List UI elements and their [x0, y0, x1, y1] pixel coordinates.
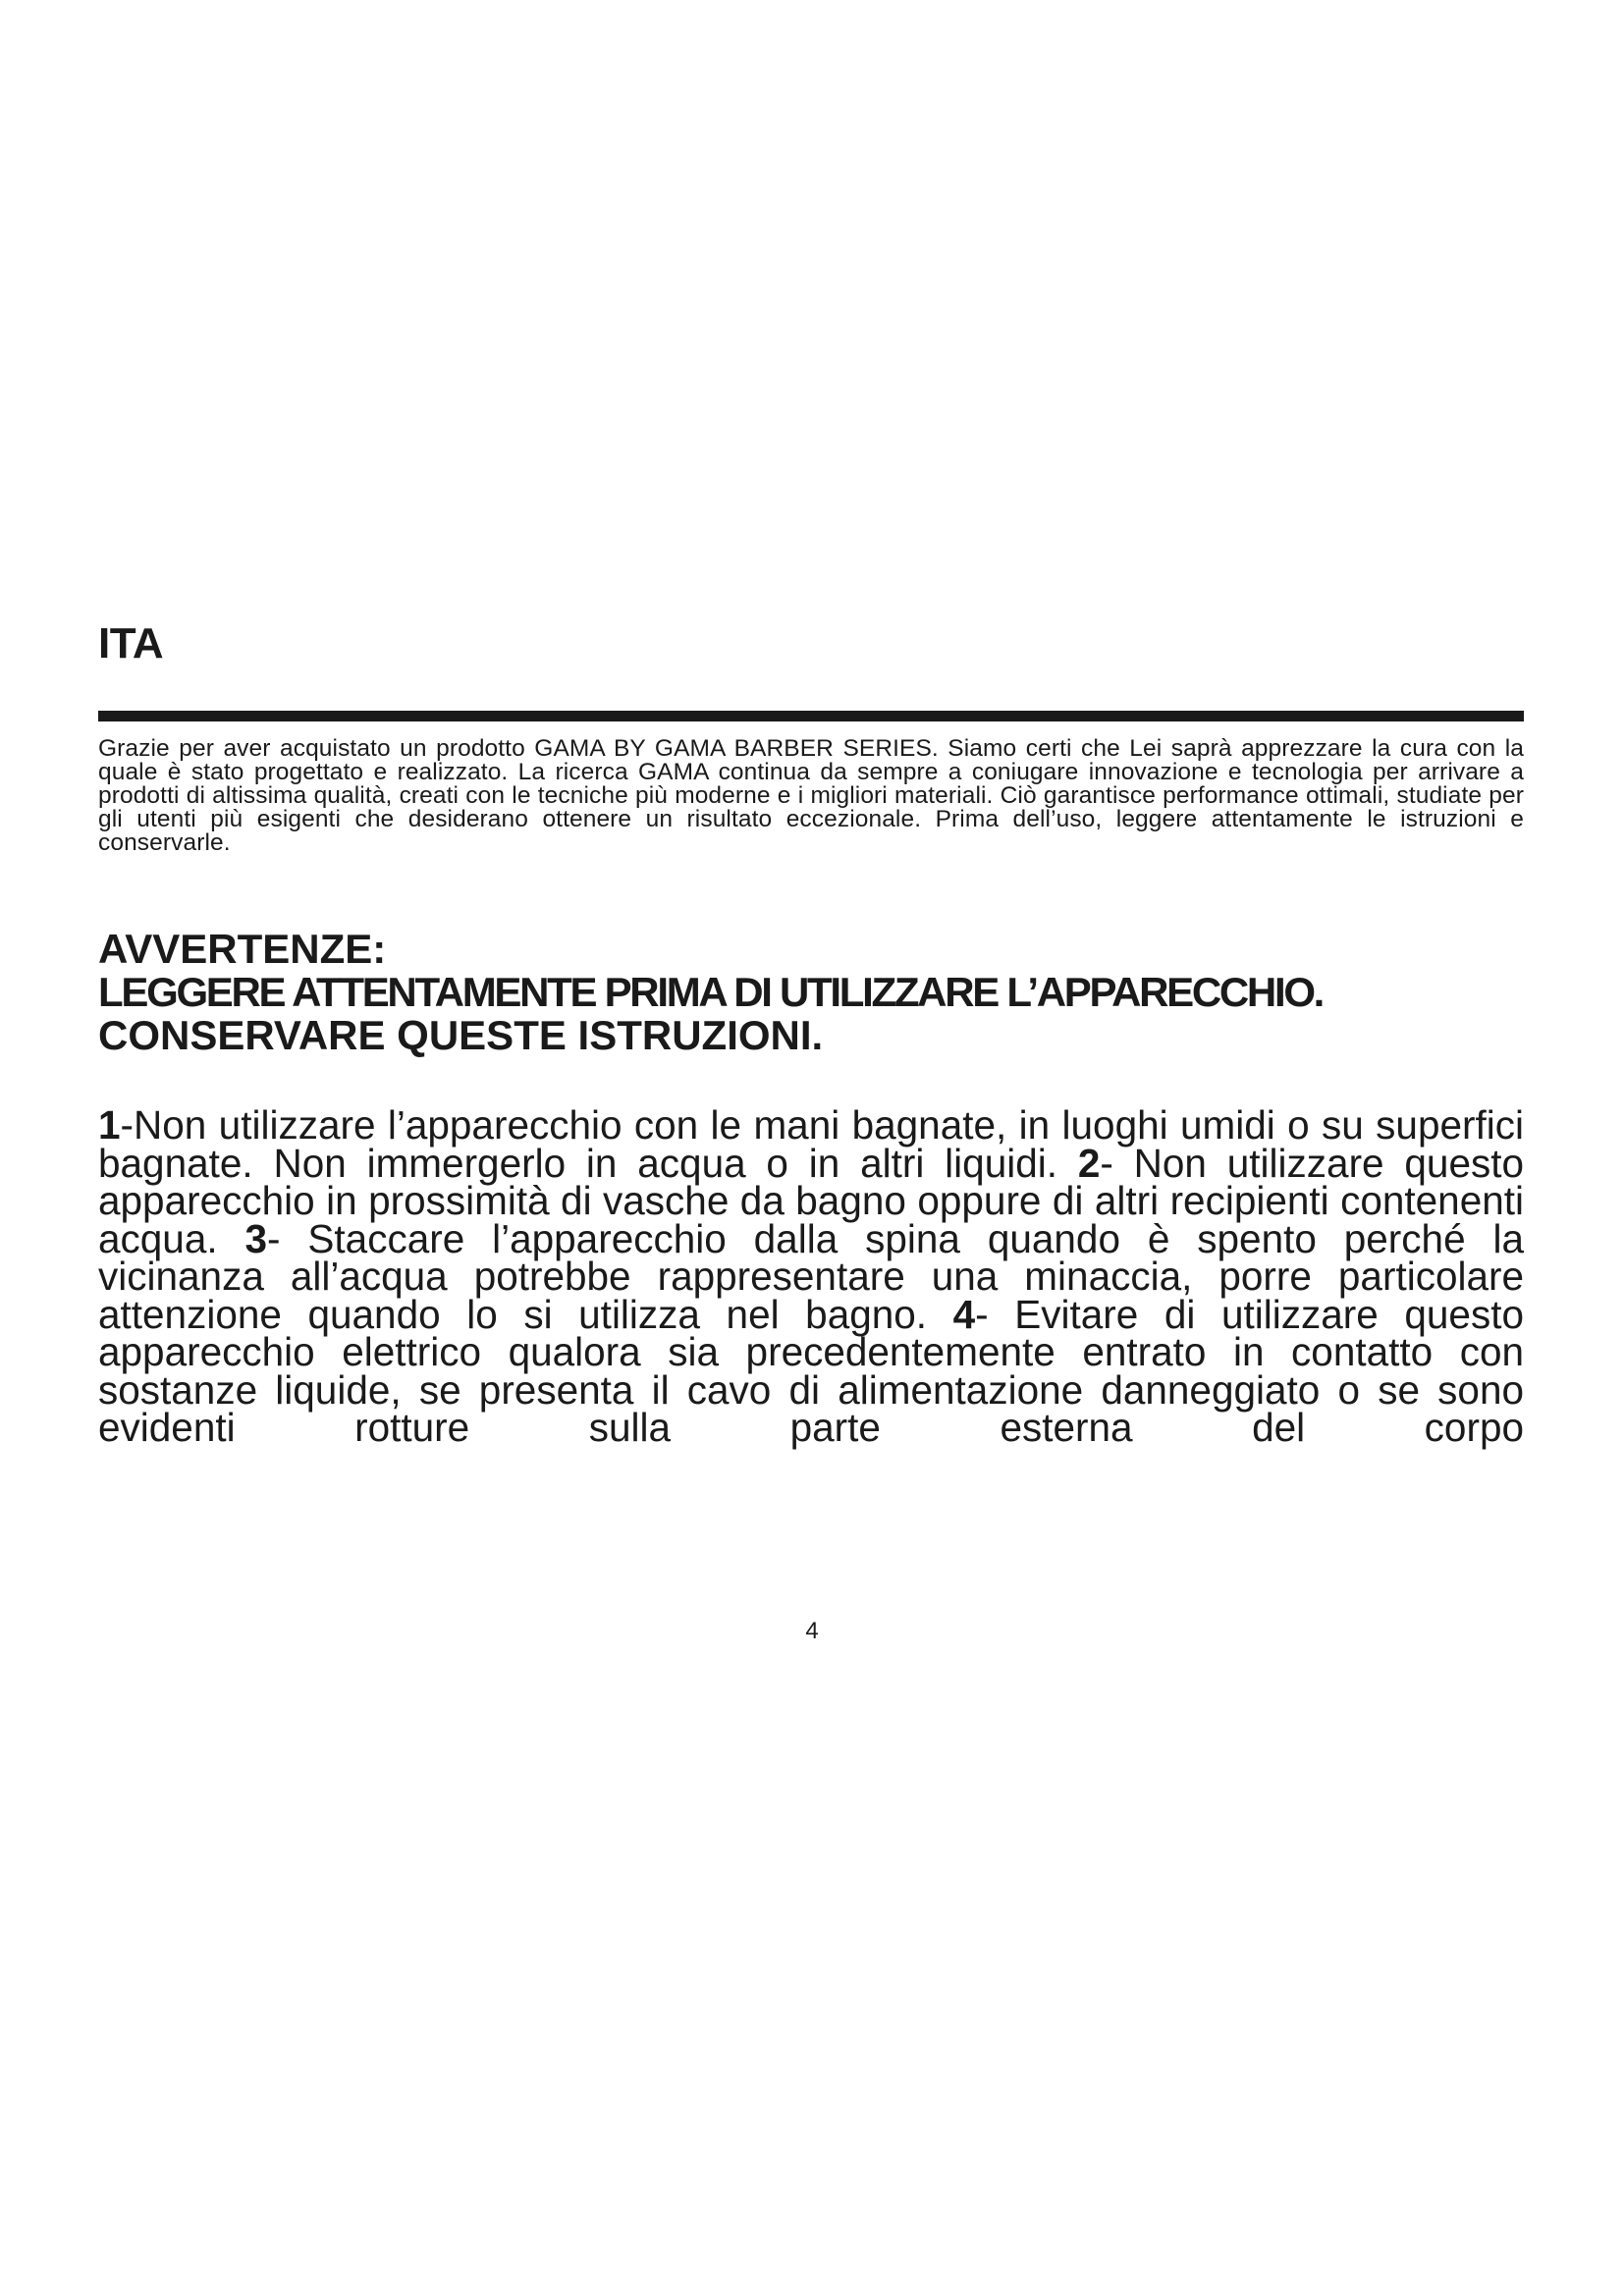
language-heading: ITA: [98, 619, 164, 667]
instruction-number: 1: [98, 1102, 121, 1148]
instruction-number: 3: [244, 1215, 268, 1261]
document-page: [98, 618, 1524, 1486]
instructions-paragraph: [98, 1102, 1524, 1450]
warnings-read-carefully: LEGGERE ATTENTAMENTE PRIMA DI UTILIZZARE L’APPARECCHIO.: [98, 969, 1324, 1015]
instruction-text: -Non utilizzare l’apparecchio con le mani bagnate, in luoghi umidi o su superfici bagnate. Non immergerlo in acqua o in altri liquidi.: [98, 1102, 1524, 1186]
instruction-number: 4: [952, 1291, 976, 1337]
warnings-block: [98, 928, 1524, 1057]
warnings-keep-instructions: CONSERVARE QUESTE ISTRUZIONI.: [98, 1012, 824, 1058]
instruction-text: - Evitare di utilizzare questo apparecchio elettrico qualora sia precedentemente entrato in contatto con sostanze liquide, se presenta il cavo di alimentazione danneggiato o se sono evidenti rotture sulla parte esterna del corpo: [98, 1291, 1524, 1450]
page-number: 4: [805, 1618, 819, 1644]
warnings-title: AVVERTENZE:: [98, 926, 387, 972]
intro-paragraph: Grazie per aver acquistato un prodotto GAMA BY GAMA BARBER SERIES. Siamo certi che Lei saprà apprezzare la cura con la quale è stato progettato e realizzato. La ricerca GAMA continua da sempre a coniugare innovazione e tecnologia per arrivare a prodotti di altissima qualità, creati con le tecniche più moderne e i migliori materiali. Ciò garantisce performance ottimali, studiate per gli utenti più esigenti che desiderano ottenere un risultato eccezionale. Prima dell’uso, leggere attentamente le istruzioni e conservarle.: [98, 735, 1524, 856]
instruction-number: 2: [1077, 1140, 1101, 1186]
instruction-text: - Staccare l’apparecchio dalla spina quando è spento perché la vicinanza all’acqua potrebbe rappresentare una minaccia, porre particolare attenzione quando lo si utilizza nel bagno.: [98, 1215, 1524, 1337]
horizontal-rule: [98, 711, 1524, 721]
instruction-text: - Non utilizzare questo apparecchio in prossimità di vasche da bagno oppure di altri recipienti contenenti acqua.: [98, 1140, 1524, 1261]
